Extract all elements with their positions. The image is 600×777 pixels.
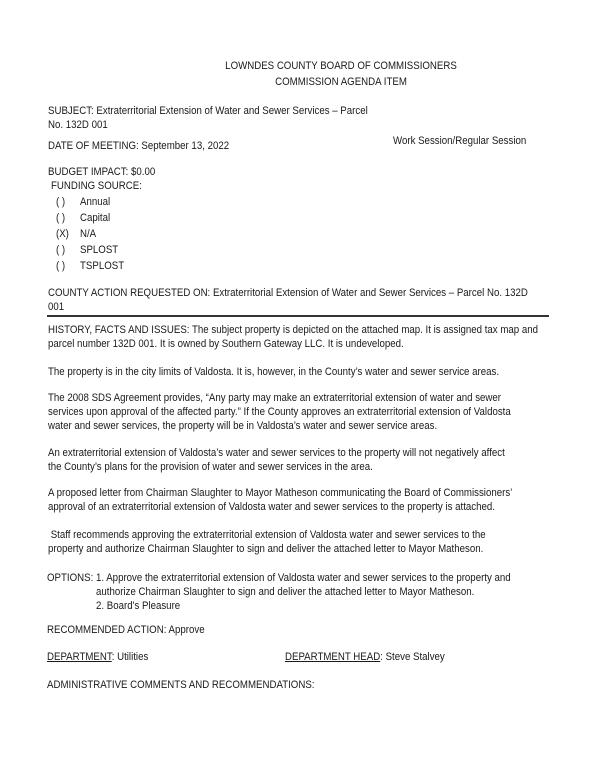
meeting-date: DATE OF MEETING: September 13, 2022	[48, 140, 230, 152]
section-divider	[47, 315, 549, 317]
subject-line-2: No. 132D 001	[48, 119, 108, 131]
funding-option-label: SPLOST	[80, 244, 119, 256]
paragraph-line: property and authorize Chairman Slaughter to sign and deliver the attached letter to Mayor Matheson.	[48, 543, 484, 555]
admin-comments-label: ADMINISTRATIVE COMMENTS AND RECOMMENDATIONS:	[47, 679, 315, 691]
paragraph-line: approval of an extraterritorial extension of Valdosta water and sewer services to the property is attached.	[48, 501, 495, 513]
funding-option-label: Annual	[80, 196, 111, 208]
history-line: parcel number 132D 001. It is owned by Southern Gateway LLC. It is undeveloped.	[48, 338, 404, 350]
org-title: LOWNDES COUNTY BOARD OF COMMISSIONERS	[225, 60, 457, 72]
option-line: 2. Board's Pleasure	[96, 600, 181, 612]
department-head-value: : Steve Stalvey	[380, 651, 445, 663]
department-label: DEPARTMENT	[47, 651, 112, 663]
paragraph-line: The property is in the city limits of Valdosta. It is, however, in the County’s water and sewer service areas.	[48, 366, 500, 378]
funding-option-label: Capital	[80, 212, 111, 224]
department-head-label: DEPARTMENT HEAD	[285, 651, 381, 663]
recommended-action: RECOMMENDED ACTION: Approve	[47, 624, 205, 636]
paragraph-line: Staff recommends approving the extraterritorial extension of Valdosta water and sewer services to the	[48, 529, 486, 541]
funding-option-mark: ( )	[56, 196, 66, 208]
department	[47, 651, 148, 664]
history-line: HISTORY, FACTS AND ISSUES: The subject property is depicted on the attached map. It is assigned tax map and	[48, 324, 538, 336]
paragraph-line: An extraterritorial extension of Valdosta’s water and sewer services to the property will not negatively affect	[48, 447, 505, 459]
paragraph-line: The 2008 SDS Agreement provides, “Any party may make an extraterritorial extension of water and sewer	[48, 392, 502, 404]
subject-line-1: SUBJECT: Extraterritorial Extension of Water and Sewer Services – Parcel	[48, 105, 368, 117]
funding-source-label: FUNDING SOURCE:	[51, 180, 142, 192]
paragraph-line: water and sewer services, the property will be in Valdosta’s water and sewer service areas.	[48, 420, 438, 432]
paragraph-line: A proposed letter from Chairman Slaughter to Mayor Matheson communicating the Board of Commissioners’	[48, 487, 513, 499]
document-title: COMMISSION AGENDA ITEM	[275, 76, 407, 88]
funding-option-mark: ( )	[56, 260, 66, 272]
funding-option-mark: ( )	[56, 212, 66, 224]
department-value: : Utilities	[111, 651, 149, 663]
option-line: 1. Approve the extraterritorial extension of Valdosta water and sewer services to the property and	[96, 572, 511, 584]
session-type: Work Session/Regular Session	[393, 135, 527, 147]
department-head	[285, 651, 445, 664]
action-requested-line-2: 001	[48, 301, 65, 313]
option-line: authorize Chairman Slaughter to sign and deliver the attached letter to Mayor Matheson.	[96, 586, 475, 598]
funding-option-mark: (X)	[56, 228, 69, 240]
funding-option-mark: ( )	[56, 244, 66, 256]
budget-impact: BUDGET IMPACT: $0.00	[48, 166, 156, 178]
paragraph-line: the County’s plans for the provision of water and sewer services in the area.	[48, 461, 373, 473]
action-requested-line-1: COUNTY ACTION REQUESTED ON: Extraterritorial Extension of Water and Sewer Services – Parcel No. 132D	[48, 287, 528, 299]
funding-option-label: TSPLOST	[80, 260, 125, 272]
funding-option-label: N/A	[80, 228, 97, 240]
paragraph-line: services upon approval of the affected party.” If the County approves an extraterritorial extension of Valdosta	[48, 406, 511, 418]
options-label: OPTIONS:	[47, 572, 94, 584]
